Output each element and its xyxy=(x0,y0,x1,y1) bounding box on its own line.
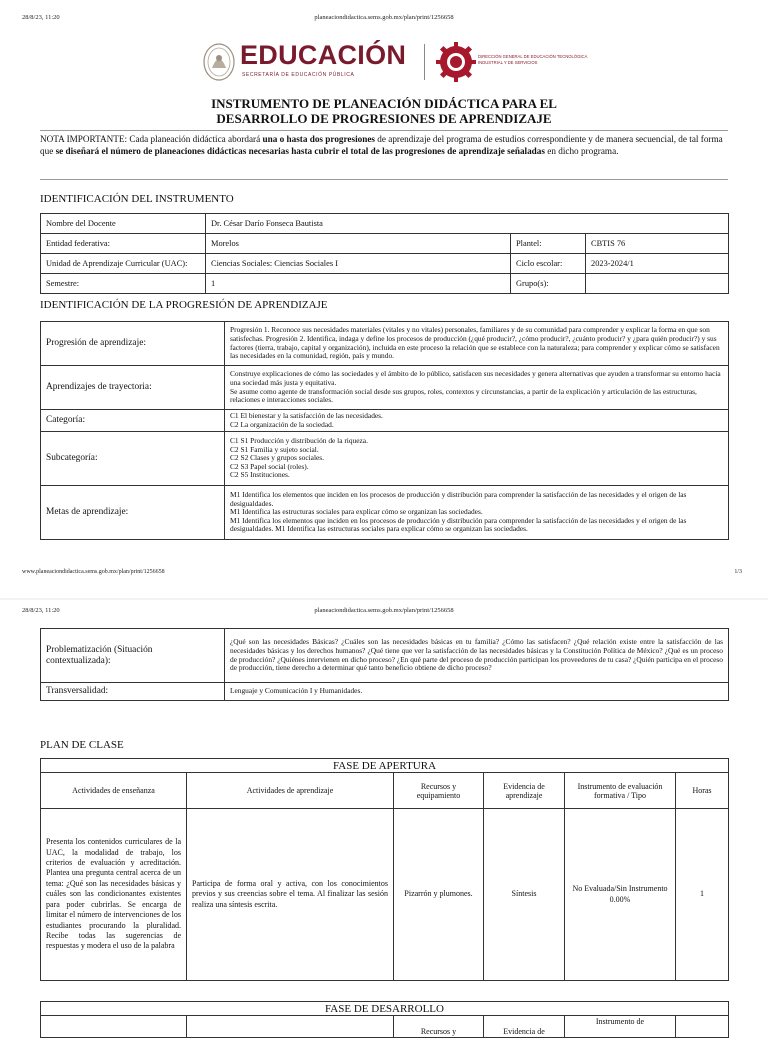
progression-table xyxy=(40,321,729,540)
phase-apertura-title: FASE DE APERTURA xyxy=(41,759,729,773)
label-ciclo: Ciclo escolar: xyxy=(511,254,586,274)
cell-ensenanza: Presenta los contenidos curriculares de la UAC, la modalidad de trabajo, los criterios de evaluación y acreditación. Plantea una pregunta central acerca de un tema: ¿Qué son las necesidades básicas y cuáles son las condicionantes existentes para poder cubrirlas. Se encarga de limitar el número de intervenciones de los estudiantes procurando la pluralidad. Recibe todas las sugerencias de respuestas y modera el uso de la palabra xyxy=(41,809,187,981)
cell-evidencia: Síntesis xyxy=(484,809,565,981)
col-aprendizaje-2 xyxy=(187,1016,394,1038)
print-datetime: 28/8/23, 11:20 xyxy=(22,14,60,21)
label-trayectoria: Aprendizajes de trayectoria: xyxy=(41,366,225,410)
print-url: planeaciondidactica.sems.gob.mx/plan/print/1256658 xyxy=(314,607,454,614)
plan-desarrollo-table xyxy=(40,1001,729,1038)
value-metas: M1 Identifica los elementos que inciden en los procesos de producción y distribución para comprender la satisfacción de las necesidades y el origen de las desigualdades. M1 Identifica las estructuras sociales para explicar cómo se organizan las sociedades. M1 Identifica los elementos que inciden en los procesos de producción y distribución para comprender la satisfacción de las necesidades y el origen de las desigualdades. M1 Identifica las estructuras sociales para explicar cómo se organizan las sociedades. xyxy=(225,486,729,540)
value-entidad: Morelos xyxy=(206,234,511,254)
dgeti-logo-text: DIRECCIÓN GENERAL DE EDUCACIÓN TECNOLÓGICA INDUSTRIAL Y DE SERVICIOS xyxy=(478,54,588,65)
label-metas: Metas de aprendizaje: xyxy=(41,486,225,540)
identification-table xyxy=(40,213,729,294)
label-subcategoria: Subcategoría: xyxy=(41,432,225,486)
col-recursos-2: Recursos y xyxy=(394,1016,484,1038)
section-title-identificacion: IDENTIFICACIÓN DEL INSTRUMENTO xyxy=(40,193,234,205)
col-ensenanza: Actividades de enseñanza xyxy=(41,773,187,809)
divider xyxy=(40,179,728,180)
phase-desarrollo-title: FASE DE DESARROLLO xyxy=(41,1002,729,1016)
print-datetime: 28/8/23, 11:20 xyxy=(22,607,60,614)
value-problematizacion: ¿Qué son las necesidades Básicas? ¿Cuáles son las necesidades básicas en tu familia? ¿Cómo las satisfacen? ¿Qué relación existe entre la satisfacción de las necesidades básicas y los derechos humanos? ¿Qué tiene que ver la satisfacción de las necesidades básicas y la Constitución Política de México? ¿Qué es un proceso de producción? ¿Quiénes intervienen en dicho proceso? ¿En qué parte del proceso de producción participan los proveedores de tu casa? ¿Quién participa en el proceso de producción, tiene derecho a determinar qué tanto beneficio obtiene de dicho proceso? xyxy=(225,629,729,683)
col-ensenanza-2 xyxy=(41,1016,187,1038)
label-uac: Unidad de Aprendizaje Curricular (UAC): xyxy=(41,254,206,274)
page-break xyxy=(0,598,768,600)
problematization-table xyxy=(40,628,729,701)
label-grupo: Grupo(s): xyxy=(511,274,586,294)
education-logo-subtitle: SECRETARÍA DE EDUCACIÓN PÚBLICA xyxy=(242,72,355,78)
value-trayectoria: Construye explicaciones de cómo las sociedades y el ámbito de lo público, satisfacen sus necesidades y genera alternativas que ayuden a transformar su entorno hacia una sociedad más justa y equitativa. Se asume como agente de transformación social desde sus grupos, roles, contextos y circunstancias, a partir de la explicación y articulación de las estructuras, relaciones e interacciones sociales. xyxy=(225,366,729,410)
cell-recursos: Pizarrón y plumones. xyxy=(394,809,484,981)
label-problematizacion: Problematización (Situación contextualizada): xyxy=(41,629,225,683)
section-title-progresion: IDENTIFICACIÓN DE LA PROGRESIÓN DE APRENDIZAJE xyxy=(40,299,328,311)
national-seal-icon xyxy=(202,42,236,82)
col-evidencia-2: Evidencia de xyxy=(484,1016,565,1038)
value-uac: Ciencias Sociales: Ciencias Sociales I xyxy=(206,254,511,274)
education-logo-title: EDUCACIÓN xyxy=(240,40,407,70)
value-subcategoria: C1 S1 Producción y distribución de la riqueza. C2 S1 Familia y sujeto social. C2 S2 Clases y grupos sociales. C2 S3 Papel social (roles). C2 S5 Instituciones. xyxy=(225,432,729,486)
value-categoria: C1 El bienestar y la satisfacción de las necesidades. C2 La organización de la sociedad. xyxy=(225,410,729,432)
page-number: 1/3 xyxy=(734,569,742,575)
label-transversalidad: Transversalidad: xyxy=(41,683,225,701)
logo-divider xyxy=(424,44,425,80)
col-instrumento: Instrumento de evaluación formativa / Tipo xyxy=(565,773,676,809)
value-ciclo: 2023-2024/1 xyxy=(586,254,729,274)
value-docente: Dr. César Darío Fonseca Bautista xyxy=(206,214,729,234)
label-categoria: Categoría: xyxy=(41,410,225,432)
col-recursos: Recursos y equipamiento xyxy=(394,773,484,809)
label-entidad: Entidad federativa: xyxy=(41,234,206,254)
cell-aprendizaje: Participa de forma oral y activa, con los conocimientos previos y sus creencias sobre el tema. Al finalizar las sesión realiza una síntesis escrita. xyxy=(187,809,394,981)
footer-link[interactable]: www.planeaciondidactica.sems.gob.mx/plan/print/1256658 xyxy=(22,569,165,575)
value-grupo xyxy=(586,274,729,294)
value-transversalidad: Lenguaje y Comunicación I y Humanidades. xyxy=(225,683,729,701)
dgeti-gear-icon xyxy=(436,42,476,82)
print-url: planeaciondidactica.sems.gob.mx/plan/print/1256658 xyxy=(314,14,454,21)
label-semestre: Semestre: xyxy=(41,274,206,294)
print-footer xyxy=(0,569,768,581)
important-note: NOTA IMPORTANTE: Cada planeación didáctica abordará una o hasta dos progresiones de aprendizaje del programa de estudios correspondiente y de manera secuencial, de tal forma que se diseñará el número de planeaciones didácticas necesarias hasta cubrir el total de las progresiones de aprendizaje señaladas en dicho programa. xyxy=(40,134,723,156)
col-horas-2 xyxy=(676,1016,729,1038)
section-title-plan: PLAN DE CLASE xyxy=(40,739,124,751)
document-title: INSTRUMENTO DE PLANEACIÓN DIDÁCTICA PARA EL DESARROLLO DE PROGRESIONES DE APRENDIZAJE xyxy=(211,96,557,126)
label-progresion: Progresión de aprendizaje: xyxy=(41,322,225,366)
value-progresion: Progresión 1. Reconoce sus necesidades materiales (vitales y no vitales) personales, familiares y de su comunidad para comprender y explicar la forma en que son satisfechas. Progresión 2. Identifica, indaga y define los procesos de producción (¿qué producir?, ¿cómo producir?, ¿cuánto producir? y ¿para quién producir?) y sus factores (tierra, trabajo, capital y organización), incluida en este proceso la relación que se establece con la naturaleza; para comprender y explicar cómo se satisfacen las necesidades en la comunidad, región, país y mundo. xyxy=(225,322,729,366)
cell-horas: 1 xyxy=(676,809,729,981)
print-header xyxy=(0,14,768,28)
col-aprendizaje: Actividades de aprendizaje xyxy=(187,773,394,809)
col-instrumento-2: Instrumento de xyxy=(565,1016,676,1038)
col-horas: Horas xyxy=(676,773,729,809)
cell-instrumento: No Evaluada/Sin Instrumento 0.00% xyxy=(565,809,676,981)
value-semestre: 1 xyxy=(206,274,511,294)
divider xyxy=(40,130,728,131)
plan-apertura-table xyxy=(40,758,729,981)
value-plantel: CBTIS 76 xyxy=(586,234,729,254)
header-logos xyxy=(196,38,588,90)
label-docente: Nombre del Docente xyxy=(41,214,206,234)
col-evidencia: Evidencia de aprendizaje xyxy=(484,773,565,809)
print-header-2 xyxy=(0,607,768,621)
label-plantel: Plantel: xyxy=(511,234,586,254)
